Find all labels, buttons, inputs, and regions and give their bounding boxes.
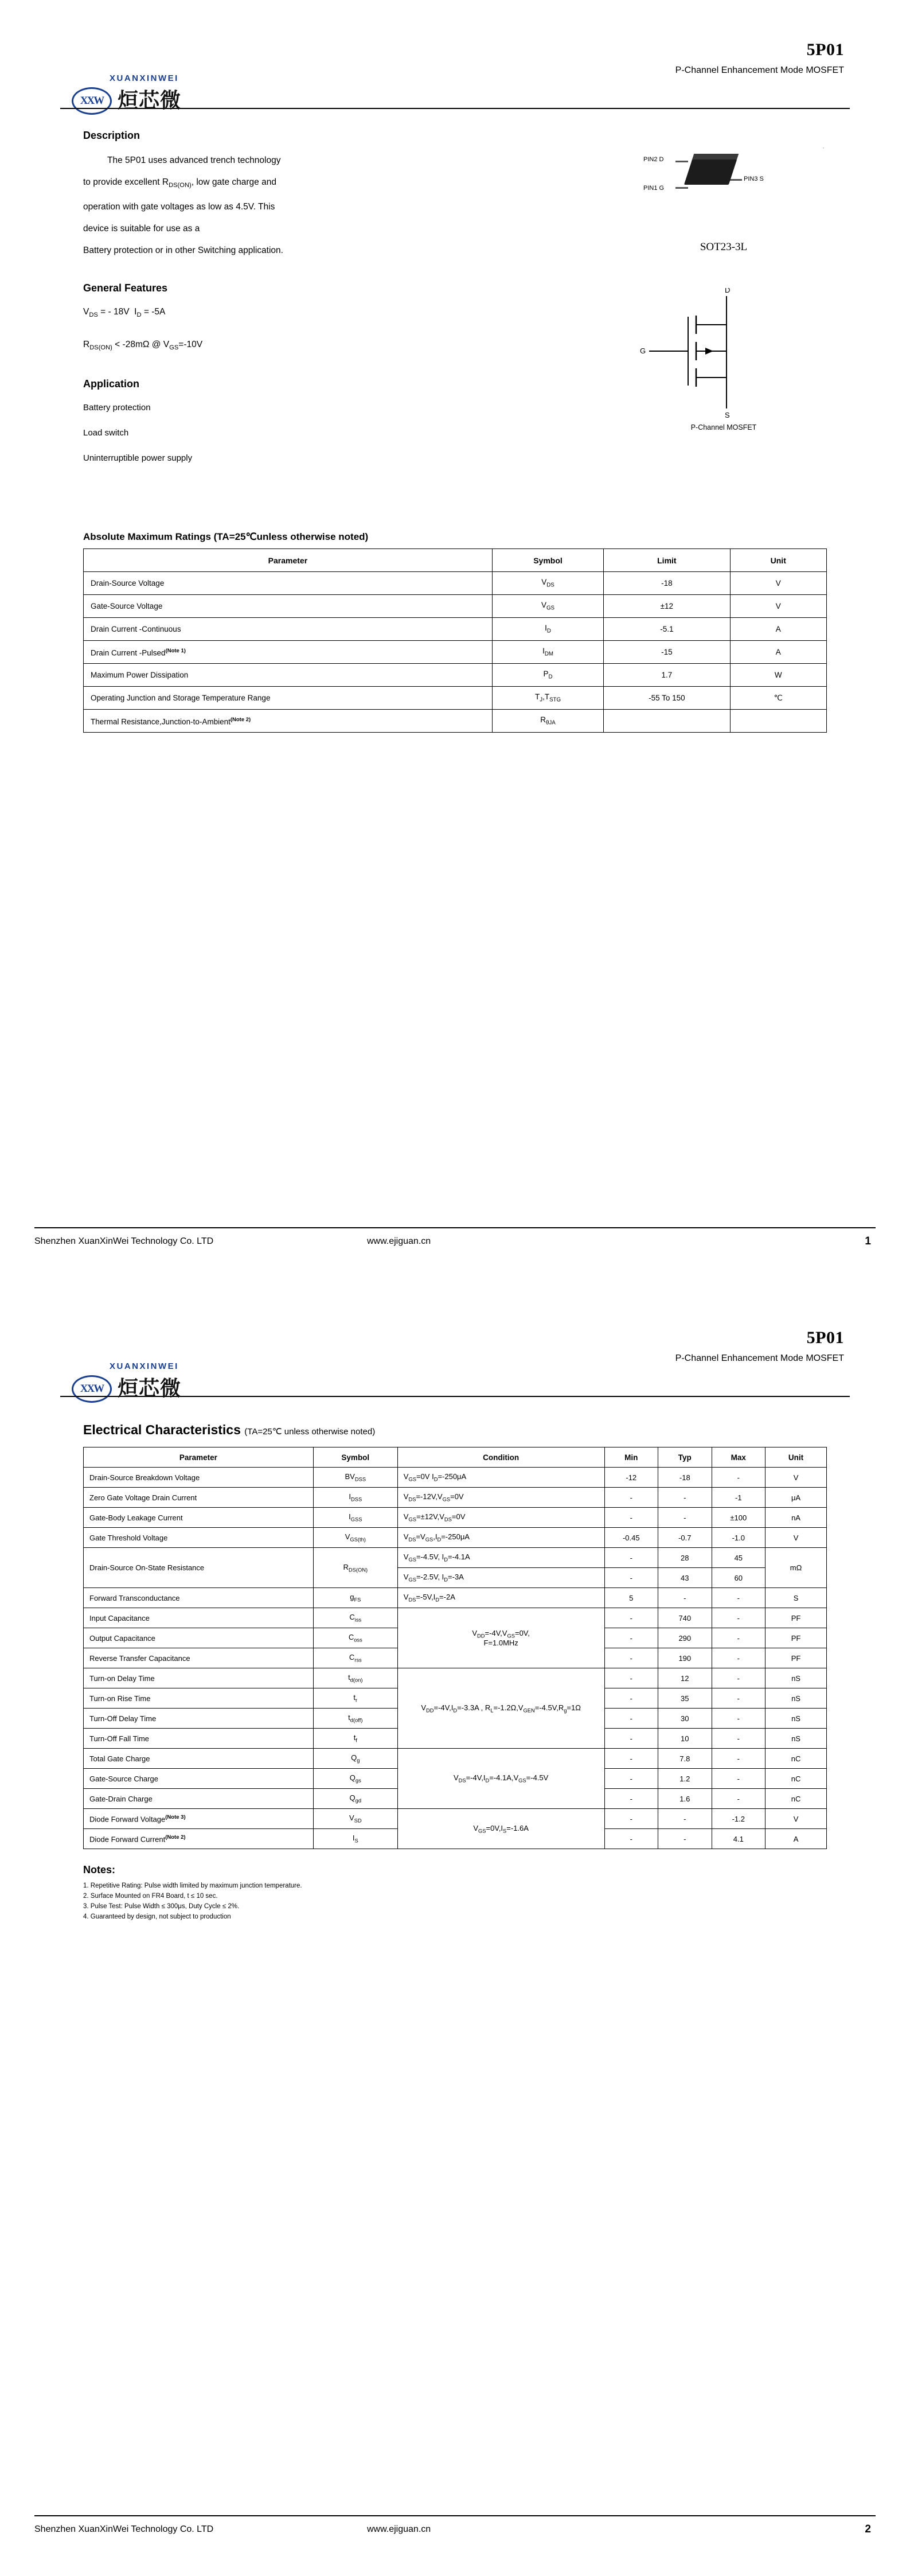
package-lead-2 <box>675 161 688 162</box>
cell-min: 5 <box>604 1588 658 1608</box>
cell-symbol: $t_{d(off)}$ <box>313 1709 397 1729</box>
footer-website[interactable]: www.ejiguan.cn <box>367 1236 431 1246</box>
cell-typ: - <box>658 1809 712 1829</box>
cell-parameter: Gate-Body Leakage Current <box>84 1508 314 1528</box>
cell-unit: A <box>766 1829 827 1849</box>
package-lead-3 <box>729 179 742 181</box>
cell-max: - <box>712 1588 766 1608</box>
cell-unit: PF <box>766 1628 827 1648</box>
footer-company: Shenzhen XuanXinWei Technology Co. LTD <box>34 2524 214 2534</box>
pin3-label: PIN3 S <box>744 176 764 182</box>
page2-footer <box>34 2515 876 2536</box>
description-line-5: Battery protection or in other Switching application. <box>83 246 283 256</box>
cell-typ: 1.2 <box>658 1769 712 1789</box>
sot23-package-drawing <box>643 143 792 218</box>
table-row <box>84 618 827 641</box>
table-row <box>84 1548 827 1568</box>
cell-typ: - <box>658 1488 712 1508</box>
page1-footer <box>34 1227 876 1248</box>
cell-parameter: Maximum Power Dissipation <box>84 664 493 687</box>
cell-symbol: $R_{DS(ON)}$ <box>313 1548 397 1588</box>
cell-parameter: Gate-Source Voltage <box>84 595 493 618</box>
cell-symbol: $C_{iss}$ <box>313 1608 397 1628</box>
footer-page-number: 1 <box>865 1235 871 1247</box>
cell-condition: $V_{GS}=0V$ $I_D=-250\mu A$ <box>397 1468 604 1488</box>
cell-parameter: Turn-on Rise Time <box>84 1688 314 1709</box>
application-item-3: Uninterruptible power supply <box>83 453 193 464</box>
cell-symbol: $T_J,T_{STG}$ <box>492 687 603 710</box>
col-parameter: Parameter <box>84 549 493 572</box>
col-symbol: Symbol <box>313 1447 397 1468</box>
cell-max: - <box>712 1709 766 1729</box>
cell-min: - <box>604 1508 658 1528</box>
cell-condition: $V_{GS}=\pm 12V,V_{DS}=0V$ <box>397 1508 604 1528</box>
cell-min: - <box>604 1789 658 1809</box>
cell-parameter: Gate-Drain Charge <box>84 1789 314 1809</box>
cell-min: - <box>604 1709 658 1729</box>
cell-limit: -18 <box>604 572 730 595</box>
cell-parameter: Total Gate Charge <box>84 1749 314 1769</box>
cell-typ: -18 <box>658 1468 712 1488</box>
cell-parameter-text: Thermal Resistance,Junction-to-Ambient <box>91 717 231 726</box>
cell-condition: $V_{GS}=-2.5V$, $I_D=-3A$ <box>397 1568 604 1588</box>
footer-company: Shenzhen XuanXinWei Technology Co. LTD <box>34 1236 214 1246</box>
table-row <box>84 1608 827 1628</box>
cell-unit: V <box>730 572 826 595</box>
cell-min: - <box>604 1809 658 1829</box>
cell-min: - <box>604 1729 658 1749</box>
application-item-1: Battery protection <box>83 403 151 413</box>
cell-symbol: $V_{GS}$ <box>492 595 603 618</box>
cell-parameter: Turn-on Delay Time <box>84 1668 314 1688</box>
cell-max: 60 <box>712 1568 766 1588</box>
description-text-1: The 5P01 uses advanced trench technology <box>107 155 281 165</box>
cell-max: - <box>712 1668 766 1688</box>
cell-parameter: Gate-Source Charge <box>84 1769 314 1789</box>
cell-max: 4.1 <box>712 1829 766 1849</box>
cell-condition: $V_{DD}=-4V,I_D=-3.3A$ , $R_L=-1.2\Omega,V_{GEN}=-4.5V,R_g=1\Omega$ <box>397 1668 604 1749</box>
part-number: 5P01 <box>806 40 844 59</box>
cell-typ: - <box>658 1508 712 1528</box>
cell-symbol: $BV_{DSS}$ <box>313 1468 397 1488</box>
cell-max: - <box>712 1648 766 1668</box>
cell-min: - <box>604 1648 658 1668</box>
table-row <box>84 641 827 664</box>
cell-max: - <box>712 1769 766 1789</box>
cell-limit: ±12 <box>604 595 730 618</box>
cell-limit <box>604 710 730 733</box>
cell-max: -1.2 <box>712 1809 766 1829</box>
cell-min: - <box>604 1749 658 1769</box>
cell-typ: 10 <box>658 1729 712 1749</box>
package-body <box>684 159 737 185</box>
cell-parameter-text: Diode Forward Current <box>89 1835 166 1844</box>
cell-unit: nC <box>766 1749 827 1769</box>
cell-parameter: Input Capacitance <box>84 1608 314 1628</box>
cell-unit: μA <box>766 1488 827 1508</box>
company-logo <box>72 1375 181 1403</box>
table-header-row <box>84 549 827 572</box>
cell-typ: - <box>658 1588 712 1608</box>
page1-content <box>83 130 827 733</box>
header-divider <box>60 108 850 109</box>
col-max: Max <box>712 1447 766 1468</box>
cell-parameter-note: (Note 1) <box>165 647 186 654</box>
absolute-maximum-ratings-table <box>83 548 827 733</box>
cell-max: ±100 <box>712 1508 766 1528</box>
cell-parameter <box>84 710 493 733</box>
cell-unit: A <box>730 618 826 641</box>
cell-symbol: $V_{GS(th)}$ <box>313 1528 397 1548</box>
part-subtitle: P-Channel Enhancement Mode MOSFET <box>675 1353 844 1363</box>
cell-unit: mΩ <box>766 1548 827 1588</box>
cell-symbol: $I_{DM}$ <box>492 641 603 664</box>
cell-unit: PF <box>766 1608 827 1628</box>
col-symbol: Symbol <box>492 549 603 572</box>
table-row <box>84 1508 827 1528</box>
cell-symbol: $C_{rss}$ <box>313 1648 397 1668</box>
col-parameter: Parameter <box>84 1447 314 1468</box>
cell-max: - <box>712 1789 766 1809</box>
electrical-title-text: Electrical Characteristics <box>83 1422 241 1437</box>
table-row <box>84 1809 827 1829</box>
cell-symbol: $Q_g$ <box>313 1749 397 1769</box>
cell-typ: -0.7 <box>658 1528 712 1548</box>
cell-limit: -5.1 <box>604 618 730 641</box>
pin2-label: PIN2 D <box>643 156 664 163</box>
col-limit: Limit <box>604 549 730 572</box>
cell-condition: $V_{DS}=-4V,I_D=-4.1A,V_{GS}=-4.5V$ <box>397 1749 604 1809</box>
cell-max: - <box>712 1468 766 1488</box>
cell-unit: S <box>766 1588 827 1608</box>
cell-limit: -15 <box>604 641 730 664</box>
application-heading: Application <box>83 378 139 390</box>
logo-english-name: XUANXINWEI <box>110 73 179 83</box>
cell-parameter: Output Capacitance <box>84 1628 314 1648</box>
cell-min: - <box>604 1769 658 1789</box>
logo-mark-text: XXW <box>80 95 104 107</box>
page2-header <box>60 1288 850 1400</box>
logo-english-name: XUANXINWEI <box>110 1361 179 1371</box>
table-row <box>84 710 827 733</box>
cell-parameter-note: (Note 2) <box>165 1834 186 1840</box>
logo-mark-text: XXW <box>80 1383 104 1395</box>
col-min: Min <box>604 1447 658 1468</box>
note-item-1: 1. Repetitive Rating: Pulse width limited by maximum junction temperature. <box>83 1882 302 1889</box>
header-divider <box>60 1396 850 1397</box>
col-typ: Typ <box>658 1447 712 1468</box>
col-unit: Unit <box>766 1447 827 1468</box>
note-item-4: 4. Guaranteed by design, not subject to production <box>83 1913 231 1920</box>
table-row <box>84 1588 827 1608</box>
table-row <box>84 687 827 710</box>
logo-chinese-name: 烜芯微 <box>118 1377 182 1400</box>
cell-unit: V <box>766 1528 827 1548</box>
cell-parameter: Operating Junction and Storage Temperature Range <box>84 687 493 710</box>
note-item-3: 3. Pulse Test: Pulse Width ≤ 300μs, Duty Cycle ≤ 2%. <box>83 1903 240 1910</box>
cell-typ: - <box>658 1829 712 1849</box>
cell-parameter: Turn-Off Delay Time <box>84 1709 314 1729</box>
feature-item-1: $V_{DS}$ = - 18V $I_D = -5A$ <box>83 307 166 319</box>
cell-typ: 12 <box>658 1668 712 1688</box>
corner-dot-icon: · <box>822 143 825 151</box>
cell-parameter-text: Diode Forward Voltage <box>89 1815 166 1824</box>
cell-min: -0.45 <box>604 1528 658 1548</box>
cell-max: - <box>712 1688 766 1709</box>
cell-max: -1 <box>712 1488 766 1508</box>
feature-item-2: $R_{DS(ON)} < -28m\Omega$ @ $V_{GS}=-10V$ <box>83 340 203 352</box>
cell-unit: PF <box>766 1648 827 1668</box>
cell-parameter <box>84 1829 314 1849</box>
page-2 <box>0 1288 910 2576</box>
cell-max: -1.0 <box>712 1528 766 1548</box>
cell-symbol: $C_{oss}$ <box>313 1628 397 1648</box>
cell-parameter: Forward Transconductance <box>84 1588 314 1608</box>
cell-parameter-note: (Note 3) <box>165 1814 186 1820</box>
table-row <box>84 1749 827 1769</box>
logo-mark-icon <box>72 1375 112 1403</box>
svg-text:D: D <box>725 288 731 294</box>
logo-chinese-name: 烜芯微 <box>118 89 182 112</box>
mosfet-symbol-svg <box>626 288 798 420</box>
cell-min: - <box>604 1608 658 1628</box>
cell-min: - <box>604 1488 658 1508</box>
cell-max: - <box>712 1628 766 1648</box>
note-item-2: 2. Surface Mounted on FR4 Board, t ≤ 10 sec. <box>83 1893 218 1900</box>
general-features-heading: General Features <box>83 282 168 294</box>
svg-text:G: G <box>640 347 646 355</box>
table-row <box>84 1668 827 1688</box>
table-header-row <box>84 1447 827 1468</box>
cell-symbol: $t_r$ <box>313 1688 397 1709</box>
cell-parameter <box>84 641 493 664</box>
table-row <box>84 1468 827 1488</box>
cell-max: - <box>712 1729 766 1749</box>
cell-symbol: $V_{SD}$ <box>313 1809 397 1829</box>
cell-typ: 43 <box>658 1568 712 1588</box>
cell-unit: A <box>730 641 826 664</box>
cell-unit: nC <box>766 1789 827 1809</box>
cell-typ: 7.8 <box>658 1749 712 1769</box>
cell-typ: 190 <box>658 1648 712 1668</box>
footer-website[interactable]: www.ejiguan.cn <box>367 2524 431 2534</box>
cell-symbol: $I_{DSS}$ <box>313 1488 397 1508</box>
cell-min: - <box>604 1688 658 1709</box>
electrical-title-note: (TA=25℃ unless otherwise noted) <box>244 1427 376 1437</box>
description-heading: Description <box>83 130 140 141</box>
cell-parameter: Gate Threshold Voltage <box>84 1528 314 1548</box>
cell-condition: $V_{DS}=-5V,I_D=-2A$ <box>397 1588 604 1608</box>
cell-condition: $V_{GS}=-4.5V$, $I_D=-4.1A$ <box>397 1548 604 1568</box>
cell-unit: nS <box>766 1729 827 1749</box>
cell-parameter: Zero Gate Voltage Drain Current <box>84 1488 314 1508</box>
application-item-2: Load switch <box>83 428 129 438</box>
electrical-characteristics-title <box>83 1422 827 1438</box>
cell-min: - <box>604 1628 658 1648</box>
abs-max-title: Absolute Maximum Ratings (TA=25℃unless otherwise noted) <box>83 531 369 543</box>
cell-symbol: $R_{\theta JA}$ <box>492 710 603 733</box>
cell-condition: $V_{DS}=V_{GS},I_D=-250\mu A$ <box>397 1528 604 1548</box>
cell-min: - <box>604 1829 658 1849</box>
page-header <box>60 0 850 112</box>
cell-symbol: $Q_{gs}$ <box>313 1769 397 1789</box>
cell-symbol: $V_{DS}$ <box>492 572 603 595</box>
cell-max: - <box>712 1749 766 1769</box>
cell-min: -12 <box>604 1468 658 1488</box>
description-line-4: device is suitable for use as a <box>83 224 200 234</box>
cell-typ: 740 <box>658 1608 712 1628</box>
cell-typ: 30 <box>658 1709 712 1729</box>
cell-max: 45 <box>712 1548 766 1568</box>
cell-limit: 1.7 <box>604 664 730 687</box>
table-row <box>84 595 827 618</box>
cell-min: - <box>604 1548 658 1568</box>
description-line-3: operation with gate voltages as low as 4.5V. This <box>83 202 275 212</box>
cell-unit: nS <box>766 1709 827 1729</box>
cell-parameter <box>84 1809 314 1829</box>
notes-heading: Notes: <box>83 1864 116 1875</box>
package-name: SOT23-3L <box>700 241 748 253</box>
mosfet-symbol <box>626 288 798 420</box>
part-subtitle: P-Channel Enhancement Mode MOSFET <box>675 65 844 75</box>
cell-typ: 290 <box>658 1628 712 1648</box>
cell-parameter: Drain-Source Voltage <box>84 572 493 595</box>
cell-unit: nC <box>766 1769 827 1789</box>
cell-symbol: $P_D$ <box>492 664 603 687</box>
cell-max: - <box>712 1608 766 1628</box>
description-line-2: to provide excellent $R_{DS(ON)}$, low gate charge and <box>83 177 276 189</box>
cell-condition: $V_{GS}=0V,I_S=-1.6A$ <box>397 1809 604 1849</box>
cell-typ: 1.6 <box>658 1789 712 1809</box>
package-graphics <box>592 143 833 522</box>
cell-unit: nS <box>766 1688 827 1709</box>
description-line-1 <box>83 150 404 172</box>
cell-symbol: $g_{FS}$ <box>313 1588 397 1608</box>
cell-typ: 35 <box>658 1688 712 1709</box>
cell-unit: W <box>730 664 826 687</box>
svg-text:S: S <box>725 411 730 419</box>
cell-min: - <box>604 1668 658 1688</box>
cell-parameter-text: Drain Current -Pulsed <box>91 648 166 657</box>
cell-symbol: $t_f$ <box>313 1729 397 1749</box>
symbol-caption: P-Channel MOSFET <box>690 423 757 431</box>
part-number: 5P01 <box>806 1328 844 1347</box>
cell-unit: V <box>766 1809 827 1829</box>
table-row <box>84 572 827 595</box>
cell-unit <box>730 710 826 733</box>
cell-min: - <box>604 1568 658 1588</box>
cell-unit: ℃ <box>730 687 826 710</box>
cell-symbol: $Q_{gd}$ <box>313 1789 397 1809</box>
company-logo <box>72 87 181 115</box>
logo-mark-icon <box>72 87 112 115</box>
cell-condition: $V_{DD}=-4V,V_{GS}=0V$, F=1.0MHz <box>397 1608 604 1668</box>
cell-parameter: Turn-Off Fall Time <box>84 1729 314 1749</box>
col-condition: Condition <box>397 1447 604 1468</box>
cell-parameter: Drain Current -Continuous <box>84 618 493 641</box>
cell-symbol: $I_{GSS}$ <box>313 1508 397 1528</box>
cell-symbol: $I_S$ <box>313 1829 397 1849</box>
col-unit: Unit <box>730 549 826 572</box>
cell-limit: -55 To 150 <box>604 687 730 710</box>
cell-unit: nA <box>766 1508 827 1528</box>
cell-symbol: $I_D$ <box>492 618 603 641</box>
footer-page-number: 2 <box>865 2523 871 2535</box>
package-lead-1 <box>675 187 688 189</box>
cell-unit: nS <box>766 1668 827 1688</box>
cell-typ: 28 <box>658 1548 712 1568</box>
cell-symbol: $t_{d(on)}$ <box>313 1668 397 1688</box>
cell-parameter-note: (Note 2) <box>230 716 251 723</box>
electrical-characteristics-table <box>83 1447 827 1849</box>
table-row <box>84 664 827 687</box>
cell-parameter: Drain-Source Breakdown Voltage <box>84 1468 314 1488</box>
table-row <box>84 1488 827 1508</box>
cell-parameter: Reverse Transfer Capacitance <box>84 1648 314 1668</box>
cell-parameter: Drain-Source On-State Resistance <box>84 1548 314 1588</box>
cell-condition: $V_{DS}=-12V,V_{GS}=0V$ <box>397 1488 604 1508</box>
cell-unit: V <box>766 1468 827 1488</box>
pin1-label: PIN1 G <box>643 185 665 192</box>
page2-content <box>83 1422 827 1922</box>
cell-unit: V <box>730 595 826 618</box>
table-row <box>84 1528 827 1548</box>
